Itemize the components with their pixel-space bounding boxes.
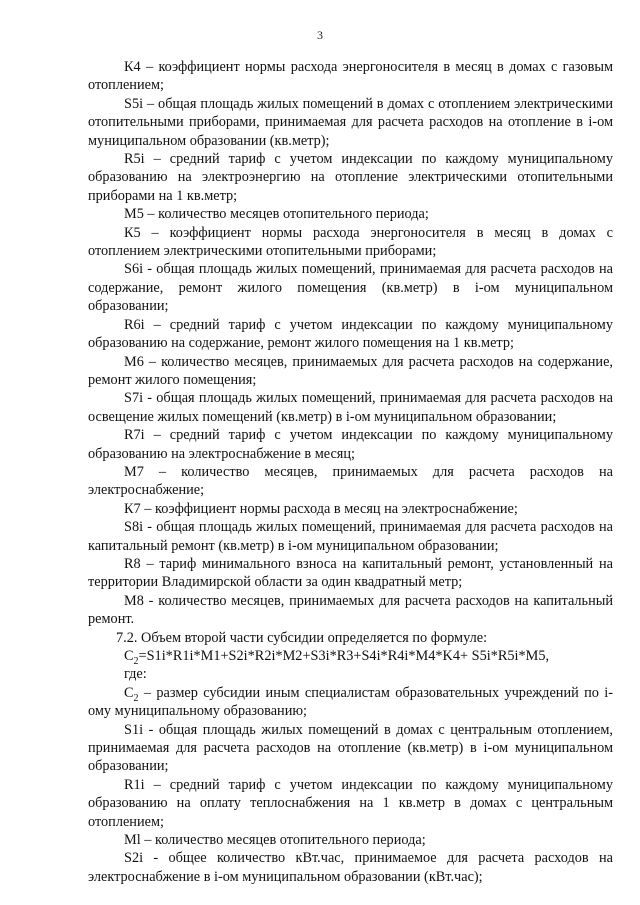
paragraph-m6: М6 – количество месяцев, принимаемых для расчета расходов на содержание, ремонт жилого помещения; [88, 353, 613, 388]
paragraph-s6i: S6i - общая площадь жилых помещений, принимаемая для расчета расходов на содержание, ремонт жилого помещения (кв.метр) в i-ом муниципальном образовании; [88, 261, 613, 315]
paragraph-k5: К5 – коэффициент нормы расхода энергоносителя в месяц в домах с отоплением электрическими отопительными приборами; [88, 224, 613, 260]
paragraph-m1: Ml – количество месяцев отопительного периода; [124, 832, 426, 849]
paragraph-s5i: S5i – общая площадь жилых помещений в домах с отоплением электрическими отопительными приборами, принимаемая для расчета расходов на отопление в i-ом муниципальном образовании (кв.метр); [88, 95, 613, 149]
c2-symbol: C [124, 684, 134, 701]
formula-rhs: =S1i*R1i*M1+S2i*R2i*M2+S3i*R3+S4i*R4i*M4*K4+ S5i*R5i*M5, [138, 648, 550, 664]
formula-lhs-subscript: 2 [133, 655, 139, 667]
paragraph-s1i: S1i - общая площадь жилых помещений в домах с центральным отоплением, принимаемая для расчета расходов на отопление (кв.метр) в i-ом муниципальном образовании; [88, 721, 613, 775]
paragraph-r8: R8 – тариф минимального взноса на капитальный ремонт, установленный на территории Владимирской области за один квадратный метр; [88, 555, 613, 591]
formula-lhs: C [124, 648, 134, 664]
paragraph-m8: М8 - количество месяцев, принимаемых для расчета расходов на капитальный ремонт. [88, 592, 613, 628]
paragraph-s7i: S7i - общая площадь жилых помещений, принимаемая для расчета расходов на освещение жилых помещений (кв.метр) в i-ом муниципальном образовании; [88, 390, 613, 425]
paragraph-r7i: R7i – средний тариф с учетом индексации по каждому муниципальному образованию на электроснабжение в месяц; [88, 427, 613, 462]
paragraph-k7: К7 – коэффициент нормы расхода в месяц на электроснабжение; [124, 500, 518, 517]
paragraph-m5: М5 – количество месяцев отопительного периода; [124, 206, 429, 223]
paragraph-s8i: S8i - общая площадь жилых помещений, принимаемая для расчета расходов на капитальный ремонт (кв.метр) в i-ом муниципальном образовании; [88, 519, 613, 554]
paragraph-k4: К4 – коэффициент нормы расхода энергоносителя в месяц в домах с газовым отоплением; [88, 59, 613, 94]
c2-subscript: 2 [133, 692, 139, 704]
paragraph-r6i: R6i – средний тариф с учетом индексации по каждому муниципальному образованию на содержание, ремонт жилого помещения на 1 кв.метр; [88, 316, 613, 352]
document-body [88, 58, 613, 886]
formula-c2 [88, 647, 613, 665]
paragraph-c2 [88, 684, 613, 721]
page-number: 3 [317, 28, 323, 42]
paragraph-r5i: R5i – средний тариф с учетом индексации по каждому муниципальному образованию на электроэнергию на отопление электрическими отопительными приборами на 1 кв.метр; [88, 151, 613, 204]
paragraph-m7: М7 – количество месяцев, принимаемых для расчета расходов на электроснабжение; [88, 463, 613, 499]
paragraph-s2i: S2i - общее количество кВт.час, принимаемое для расчета расходов на электроснабжение в i-ом муниципальном образовании (кВт.час); [88, 850, 613, 885]
paragraph-r1i: R1i – средний тариф с учетом индексации по каждому муниципальному образованию на оплату теплоснабжения на 1 кв.метр в домах с центральным отоплением; [88, 776, 613, 830]
where-label: где: [124, 666, 147, 683]
c2-text: – размер субсидии иным специалистам образовательных учреждений по i-ому муниципальному образованию; [88, 684, 613, 720]
section-7-2-heading: 7.2. Объем второй части субсидии определяется по формуле: [116, 629, 488, 646]
